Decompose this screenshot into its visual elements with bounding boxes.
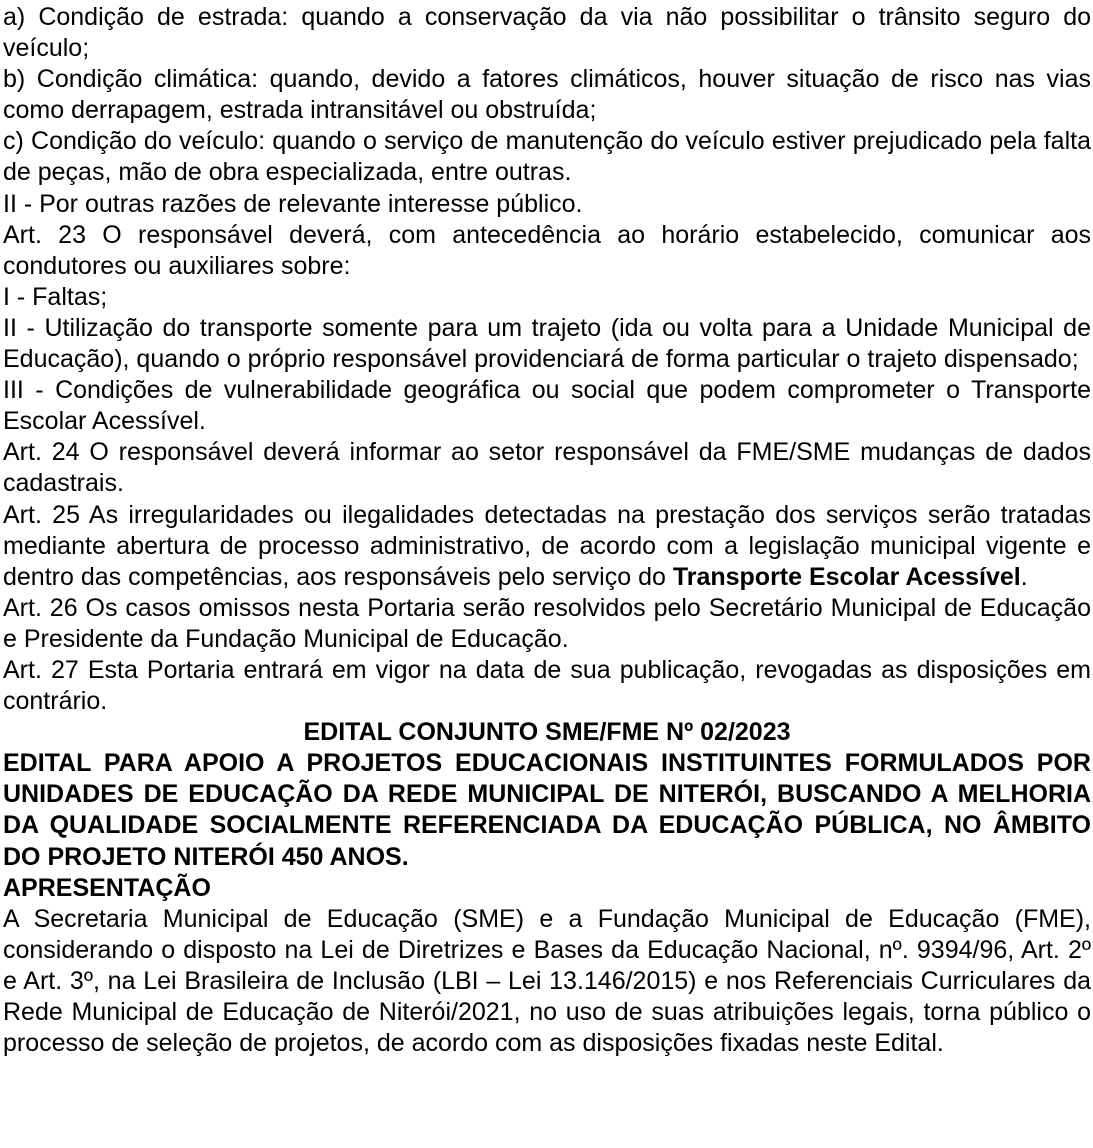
article-23-item-iii: III - Condições de vulnerabilidade geográfica ou social que podem comprometer o Transporte Escolar Acessível. bbox=[3, 376, 1091, 436]
paragraph-b-climate-condition: b) Condição climática: quando, devido a fatores climáticos, houver situação de risco nas vias como derrapagem, estrada intransitável ou obstruída; bbox=[3, 65, 1091, 125]
section-label-apresentacao: APRESENTAÇÃO bbox=[3, 873, 211, 902]
document-page bbox=[3, 2, 1091, 1059]
article-23: Art. 23 O responsável deverá, com antecedência ao horário estabelecido, comunicar aos condutores ou auxiliares sobre: bbox=[3, 220, 1091, 280]
paragraph-c-vehicle-condition: c) Condição do veículo: quando o serviço de manutenção do veículo estiver prejudicado pela falta de peças, mão de obra especializada, entre outras. bbox=[3, 127, 1091, 187]
paragraph-ii-other-reasons: II - Por outras razões de relevante interesse público. bbox=[3, 189, 583, 218]
article-27: Art. 27 Esta Portaria entrará em vigor na data de sua publicação, revogadas as disposições em contrário. bbox=[3, 655, 1091, 716]
edital-heading: EDITAL CONJUNTO SME/FME Nº 02/2023 bbox=[303, 718, 791, 747]
article-25 bbox=[3, 500, 1091, 593]
article-26: Art. 26 Os casos omissos nesta Portaria serão resolvidos pelo Secretário Municipal de Educação e Presidente da Fundação Municipal de Educação. bbox=[3, 593, 1091, 653]
article-23-item-i: I - Faltas; bbox=[3, 282, 108, 311]
article-23-item-ii: II - Utilização do transporte somente para um trajeto (ida ou volta para a Unidade Municipal de Educação), quando o próprio responsável providenciará de forma particular o trajeto dispensado; bbox=[3, 313, 1091, 374]
article-24: Art. 24 O responsável deverá informar ao setor responsável da FME/SME mudanças de dados cadastrais. bbox=[3, 438, 1091, 498]
article-25-bold-term: Transporte Escolar Acessível bbox=[672, 562, 1021, 591]
article-25-end: . bbox=[1020, 562, 1028, 591]
edital-title: EDITAL PARA APOIO A PROJETOS EDUCACIONAIS INSTITUINTES FORMULADOS POR UNIDADES DE EDUCAÇÃO DA REDE MUNICIPAL DE NITERÓI, BUSCANDO A MELHORIA DA QUALIDADE SOCIALMENTE REFERENCIADA DA EDUCAÇÃO PÚBLICA, NO ÂMBITO DO PROJETO NITERÓI 450 ANOS. bbox=[3, 749, 1091, 871]
article-25-text: Art. 25 As irregularidades ou ilegalidades detectadas na prestação dos serviços serão tratadas mediante abertura de processo administrativo, de acordo com a legislação municipal vigente e dentro das competências, aos responsáveis pelo serviço do bbox=[3, 500, 1091, 591]
presentation-paragraph: A Secretaria Municipal de Educação (SME) e a Fundação Municipal de Educação (FME), considerando o disposto na Lei de Diretrizes e Bases da Educação Nacional, nº. 9394/96, Art. 2º e Art. 3º, na Lei Brasileira de Inclusão (LBI – Lei 13.146/2015) e nos Referenciais Curriculares da Rede Municipal de Educação de Niterói/2021, no uso de suas atribuições legais, torna público o processo de seleção de projetos, de acordo com as disposições fixadas neste Edital. bbox=[3, 904, 1091, 1058]
paragraph-a-road-condition: a) Condição de estrada: quando a conservação da via não possibilitar o trânsito seguro do veículo; bbox=[3, 3, 1091, 63]
